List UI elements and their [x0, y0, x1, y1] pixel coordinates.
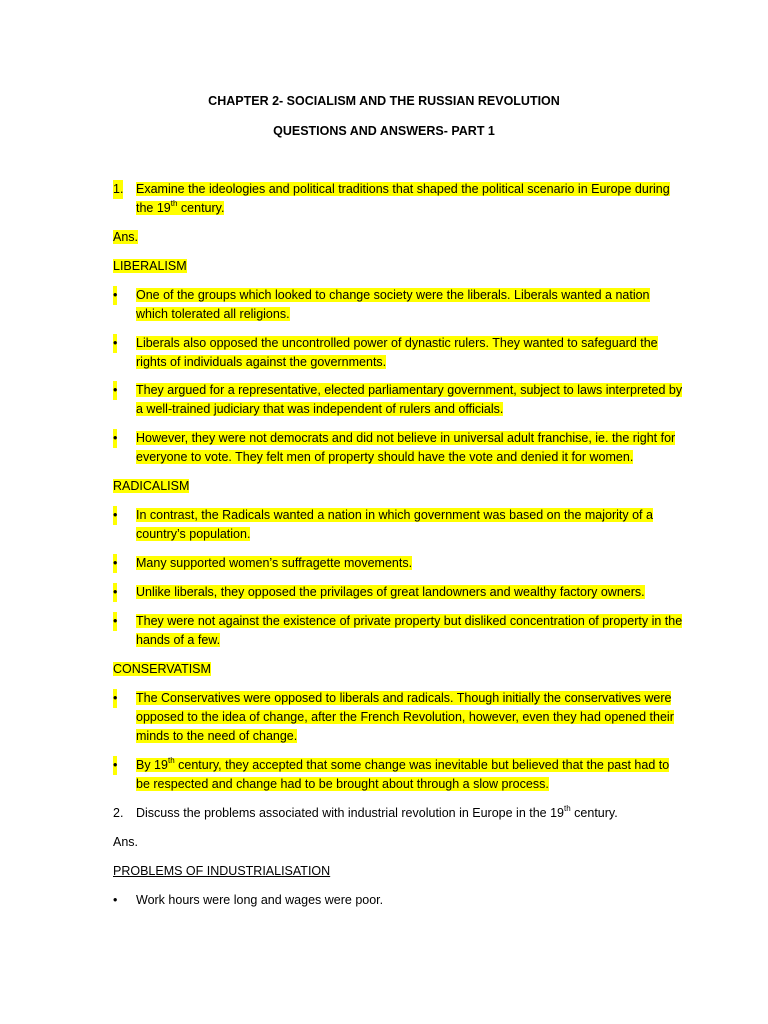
answer-label: Ans. [113, 835, 139, 849]
bullet-icon: • [113, 429, 117, 448]
bullet-text: They were not against the existence of private property but disliked concentration of property in the hands of a few. [136, 614, 683, 647]
bullet-icon: • [113, 689, 117, 708]
bullet-icon: • [113, 583, 117, 602]
question-text: Discuss the problems associated with industrial revolution in Europe in the 19th century. [136, 803, 618, 820]
bullet-icon: • [113, 334, 117, 353]
section-heading-radicalism: RADICALISM [113, 479, 190, 493]
bullet-item [113, 583, 683, 602]
bullet-text: Work hours were long and wages were poor. [136, 893, 384, 907]
bullet-text: By 19th century, they accepted that some change was inevitable but believed that the past had to be respected and change had to be brought about through a slow process. [136, 755, 670, 791]
section-heading-liberalism: LIBERALISM [113, 259, 187, 273]
bullet-text: However, they were not democrats and did not believe in universal adult franchise, ie. the right for everyone to vote. They felt men of property should have the vote and denied it for women. [136, 431, 676, 464]
question-text: Examine the ideologies and political traditions that shaped the political scenario in Europe during the 19th century. [136, 182, 670, 215]
bullet-text: Unlike liberals, they opposed the privilages of great landowners and wealthy factory owners. [136, 585, 645, 599]
page-title: CHAPTER 2- SOCIALISM AND THE RUSSIAN REVOLUTION [208, 94, 560, 108]
section-heading-problems: PROBLEMS OF INDUSTRIALISATION [113, 864, 331, 878]
bullet-item [113, 554, 683, 573]
bullet-icon: • [113, 756, 117, 775]
bullet-icon: • [113, 554, 117, 573]
bullet-text: In contrast, the Radicals wanted a nation in which government was based on the majority of a country’s population. [136, 508, 653, 541]
bullet-item [113, 891, 683, 910]
bullet-icon: • [113, 286, 117, 305]
question-2 [113, 804, 683, 823]
bullet-icon: • [113, 612, 117, 631]
bullet-text: One of the groups which looked to change society were the liberals. Liberals wanted a nation which tolerated all religions. [136, 288, 650, 321]
bullet-item [113, 381, 683, 419]
section-heading-conservatism: CONSERVATISM [113, 662, 211, 676]
bullet-text: Liberals also opposed the uncontrolled power of dynastic rulers. They wanted to safeguard the rights of individuals against the governments. [136, 336, 658, 369]
question-number: 2. [113, 806, 124, 820]
bullet-text: The Conservatives were opposed to liberals and radicals. Though initially the conservatives were opposed to the idea of change, after the French Revolution, however, even they had opened their minds to the need of change. [136, 691, 674, 743]
bullet-item [113, 689, 683, 746]
bullet-text: They argued for a representative, elected parliamentary government, subject to laws interpreted by a well-trained judiciary that was independent of rulers and officials. [136, 383, 683, 416]
bullet-icon: • [113, 381, 117, 400]
bullet-item [113, 506, 683, 544]
bullet-item [113, 756, 683, 794]
question-number: 1. [113, 180, 123, 199]
page-subtitle: QUESTIONS AND ANSWERS- PART 1 [273, 124, 495, 138]
bullet-item [113, 429, 683, 467]
question-1 [113, 180, 683, 218]
bullet-item [113, 334, 683, 372]
bullet-item [113, 612, 683, 650]
bullet-text: Many supported women’s suffragette movements. [136, 556, 413, 570]
bullet-icon: • [113, 893, 118, 907]
bullet-item [113, 286, 683, 324]
answer-label: Ans. [113, 230, 139, 244]
bullet-icon: • [113, 506, 117, 525]
